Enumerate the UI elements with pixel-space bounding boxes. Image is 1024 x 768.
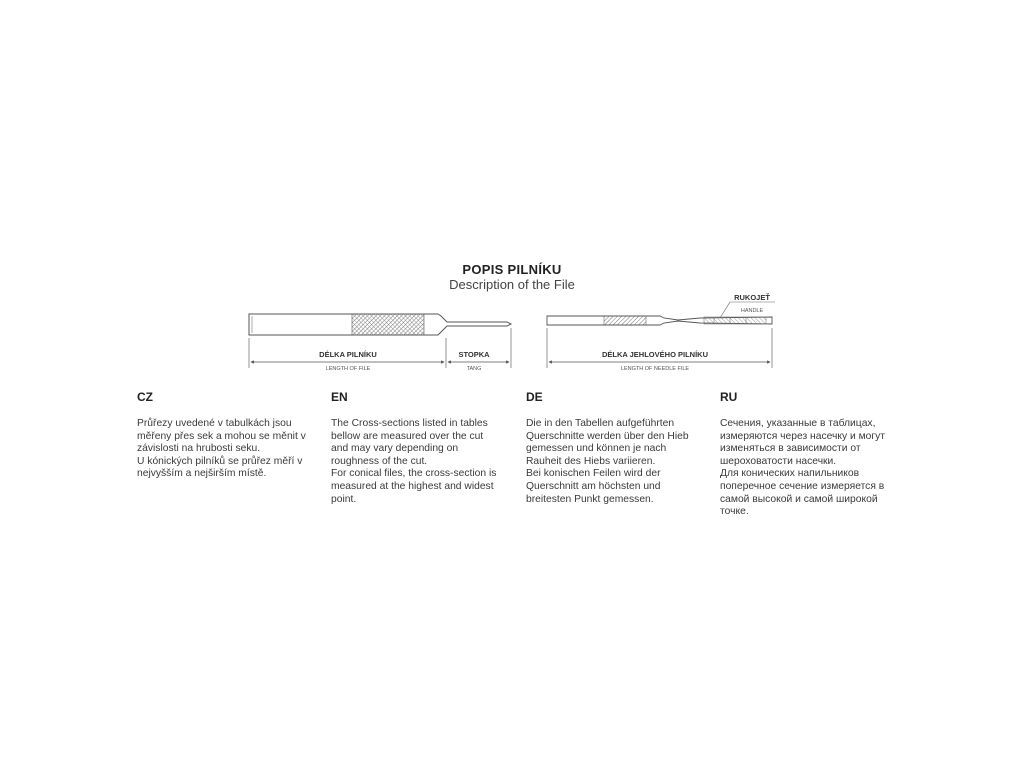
page-title: POPIS PILNÍKU: [462, 262, 562, 277]
needle-file-shape: [547, 316, 772, 325]
page-subtitle: Description of the File: [449, 277, 575, 292]
needle-file-length-label: DÉLKA JEHLOVÉHO PILNÍKU: [602, 350, 708, 359]
paragraph: Для конических напильников поперечное сечение измеряется в самой высокой и самой широкой точке.: [720, 468, 885, 518]
paragraph: Průřezy uvedené v tabulkách jsou měřeny přes sek a mohou se měnit v závislosti na hrubosti seku.: [137, 418, 306, 455]
language-code: RU: [720, 390, 738, 404]
column-text: [720, 418, 892, 519]
column-en: [331, 390, 503, 506]
file-length-label: DÉLKA PILNÍKU: [319, 350, 377, 359]
paragraph: Die in den Tabellen aufgeführten Querschnitte werden über den Hieb gemessen und können je nach Rauheit des Hiebs variieren.: [526, 418, 689, 467]
paragraph: U kónických pilníků se průřez měří v nejvyšším a nejširším místě.: [137, 455, 303, 480]
handle-label-en: HANDLE: [740, 308, 764, 314]
tang-label-en: TANG: [466, 366, 482, 372]
column-text: [331, 418, 503, 506]
language-code: DE: [526, 390, 543, 404]
flat-file-shape: [249, 314, 511, 335]
paragraph: Сечения, указанные в таблицах, измеряются через насечку и могут изменяться в зависимости от шероховатости насечки.: [720, 418, 886, 467]
column-cz: [137, 390, 309, 481]
needle-file-length-label-en: LENGTH OF NEEDLE FILE: [620, 366, 690, 372]
handle-label: RUKOJEŤ: [734, 293, 770, 302]
tang-label: STOPKA: [458, 350, 490, 359]
paragraph: Bei konischen Feilen wird der Querschnitt am höchsten und breitesten Punkt gemessen.: [526, 468, 661, 505]
paragraph: The Cross-sections listed in tables bellow are measured over the cut and may vary depending on roughness of the cut.: [331, 418, 488, 467]
column-de: [526, 390, 698, 506]
column-ru: [720, 390, 892, 519]
language-code: EN: [331, 390, 348, 404]
file-length-label-en: LENGTH OF FILE: [325, 366, 371, 372]
paragraph: For conical files, the cross-section is measured at the highest and widest point.: [331, 468, 497, 505]
needle-file-dimension-lines: [547, 328, 772, 368]
language-code: CZ: [137, 390, 153, 404]
column-text: [137, 418, 309, 481]
column-text: [526, 418, 698, 506]
